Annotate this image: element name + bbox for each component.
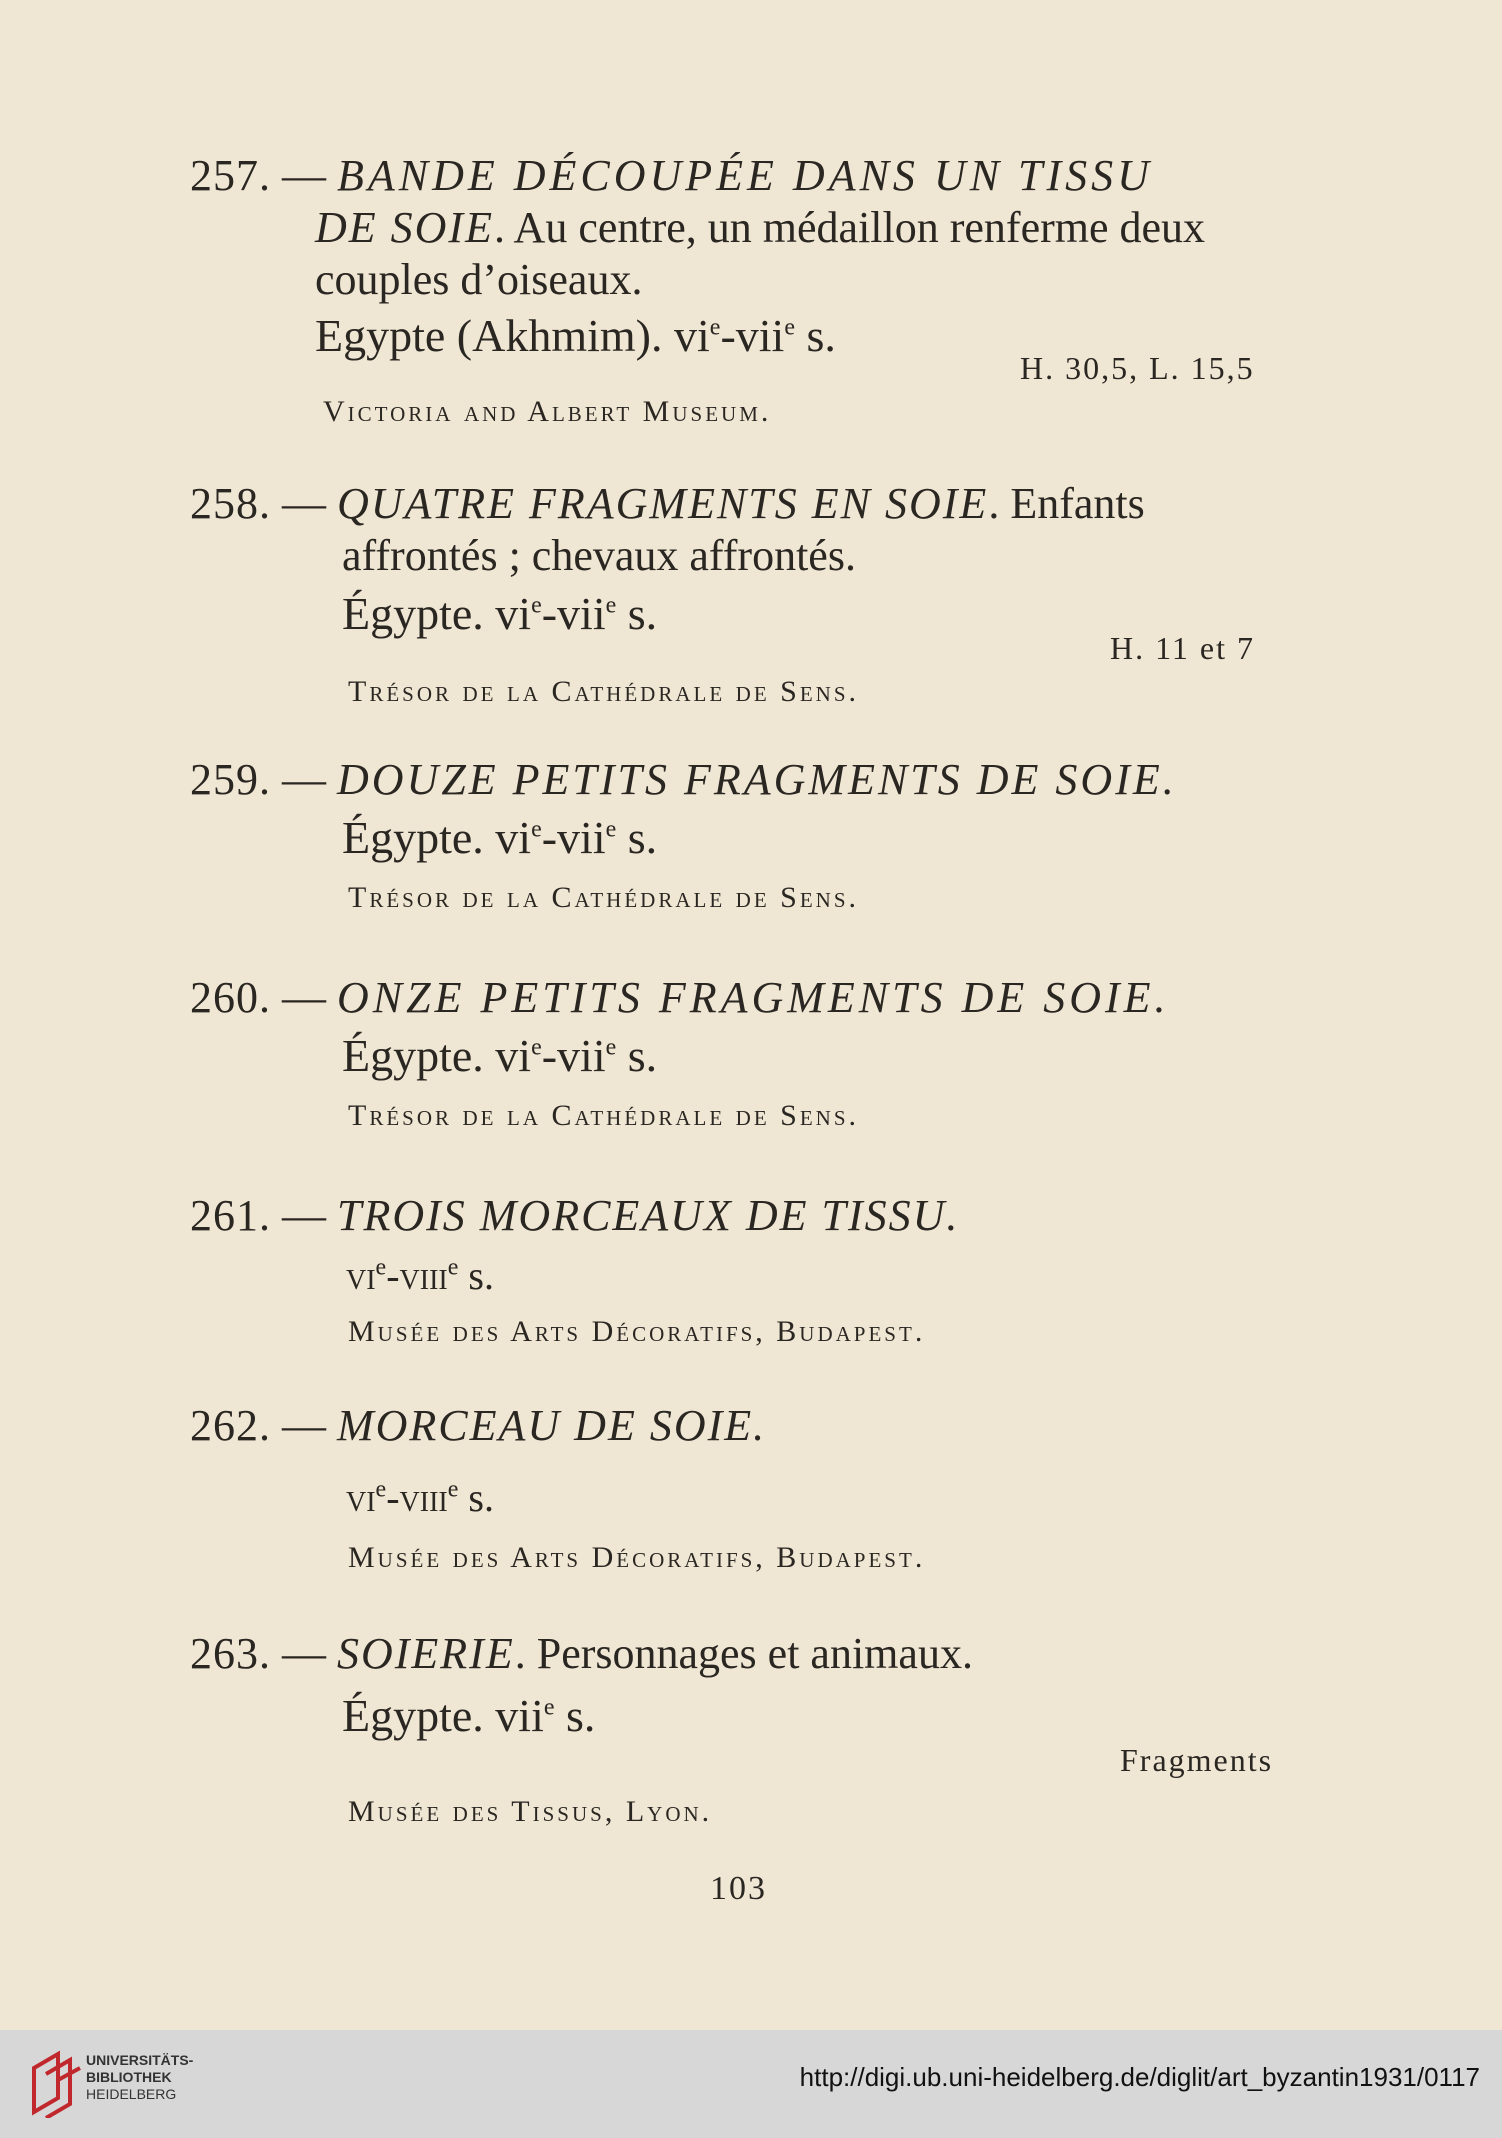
entry-dimensions: H. 30,5, L. 15,5: [1020, 350, 1255, 386]
entry-collection: Trésor de la Cathédrale de Sens.: [348, 675, 860, 708]
entry-dash: —: [282, 973, 326, 1022]
entry-title: MORCEAU DE SOIE.: [337, 1401, 767, 1450]
entry-collection: Musée des Arts Décoratifs, Budapest.: [348, 1541, 926, 1574]
entry-description: . Personnages et animaux.: [514, 1629, 973, 1678]
entry-description: . Au centre, un médaillon renferme deux: [493, 203, 1206, 252]
entry-title: BANDE DÉCOUPÉE DANS UN TISSU: [337, 151, 1153, 200]
entry-title: SOIERIE: [337, 1629, 515, 1678]
entry-dash: —: [282, 479, 326, 528]
footer-bar: [0, 2030, 1502, 2138]
entry-dash: —: [282, 1401, 326, 1450]
entry-description-continued: couples d’oiseaux.: [315, 255, 643, 304]
entry-collection: Musée des Tissus, Lyon.: [348, 1795, 713, 1828]
entry-title-continued: DE SOIE: [315, 203, 494, 252]
library-logo-icon: [28, 2048, 82, 2118]
entry-number: 257.: [190, 151, 271, 200]
entry-origin: Égypte. vii$^e$ s.: [342, 1690, 596, 1741]
entry-origin: Égypte. $vi^e-vii^e$ s.: [342, 1030, 658, 1081]
entry-number: 258.: [190, 479, 271, 528]
entry-origin: Egypte (Akhmim). $vi^e-vii^e$ s.: [315, 310, 836, 361]
entry-description-continued: affrontés ; chevaux affrontés.: [342, 531, 856, 580]
entry-title: DOUZE PETITS FRAGMENTS DE SOIE.: [337, 755, 1177, 804]
entry-collection: Victoria and Albert Museum.: [323, 395, 772, 428]
entry-number: 263.: [190, 1629, 271, 1678]
entry-number: 261.: [190, 1191, 271, 1240]
entry-collection: Musée des Arts Décoratifs, Budapest.: [348, 1315, 926, 1348]
entry-origin: $vi^e-viii^e$ s.: [346, 1475, 494, 1520]
entry-dimensions: H. 11 et 7: [1110, 630, 1256, 666]
entry-dash: —: [282, 151, 326, 200]
entry-collection: Trésor de la Cathédrale de Sens.: [348, 881, 860, 914]
entry-number: 260.: [190, 973, 271, 1022]
entry-number: 262.: [190, 1401, 271, 1450]
entry-description: . Enfants: [988, 479, 1145, 528]
entry-title: TROIS MORCEAUX DE TISSU.: [337, 1191, 960, 1240]
library-name: UNIVERSITÄTS- BIBLIOTHEK HEIDELBERG: [86, 2052, 194, 2102]
entry-origin: Égypte. $vi^e-vii^e$ s.: [342, 588, 658, 639]
entry-dash: —: [282, 1629, 326, 1678]
entry-dimensions: Fragments: [1120, 1742, 1274, 1778]
page-number: 103: [710, 1870, 767, 1907]
entry-dash: —: [282, 755, 326, 804]
entry-collection: Trésor de la Cathédrale de Sens.: [348, 1099, 860, 1132]
entry-origin: Égypte. $vi^e-vii^e$ s.: [342, 812, 658, 863]
entry-title: ONZE PETITS FRAGMENTS DE SOIE.: [337, 973, 1170, 1022]
entry-title: QUATRE FRAGMENTS EN SOIE: [337, 479, 989, 528]
entry-number: 259.: [190, 755, 271, 804]
entry-origin: $vi^e-viii^e$ s.: [346, 1253, 494, 1298]
entry-dash: —: [282, 1191, 326, 1240]
source-url-link[interactable]: http://digi.ub.uni-heidelberg.de/diglit/art_byzantin1931/0117: [799, 2062, 1480, 2092]
